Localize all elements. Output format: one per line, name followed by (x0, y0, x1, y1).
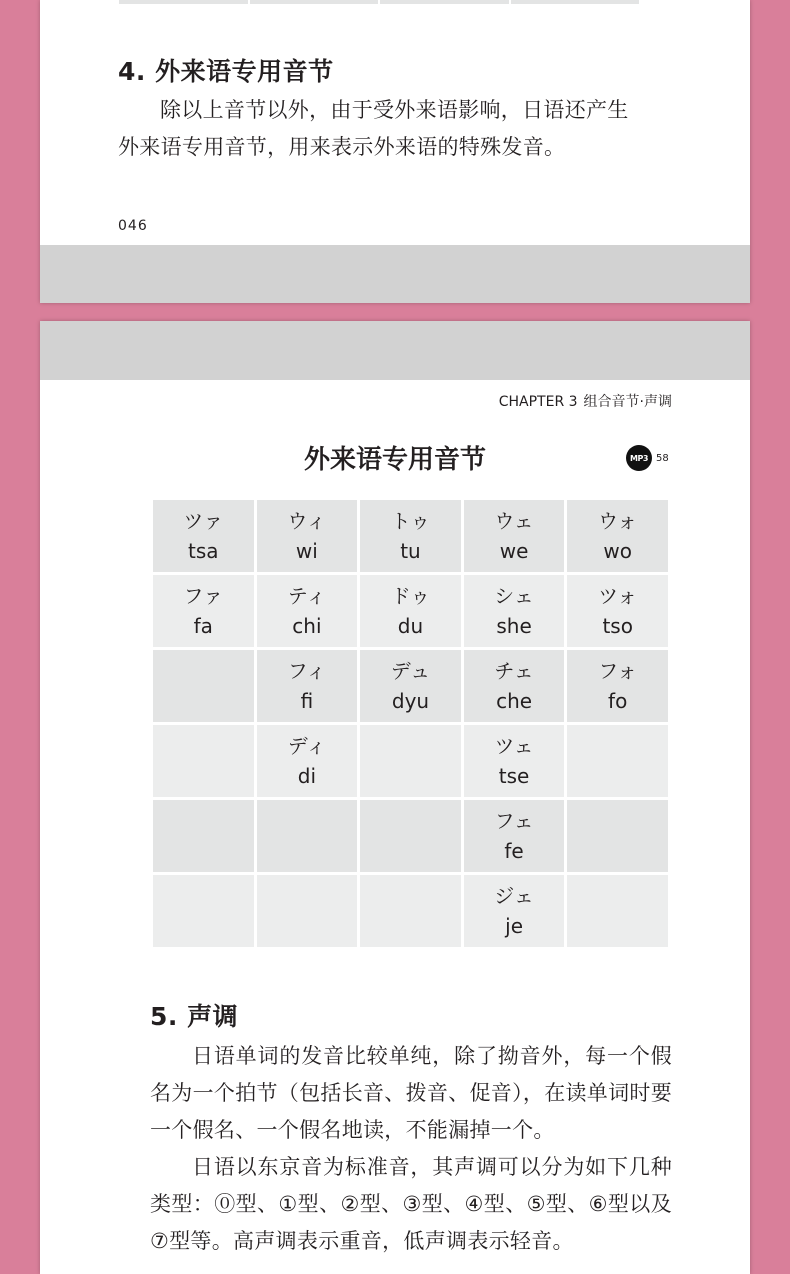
romaji-text: tse (498, 764, 530, 788)
kana-text: デュ (390, 659, 431, 683)
pitch-paragraph-1: 日语单词的发音比较单纯，除了拗音外，每一个假名为一个拍节（包括长音、拨音、促音），在读单词时要一个假名、一个假名地读，不能漏掉一个。 (150, 1044, 672, 1142)
table-row (153, 575, 668, 647)
kana-cell (567, 575, 668, 647)
kana-cell (567, 500, 668, 572)
section-paragraph: 除以上音节以外，由于受外来语影响，日语还产生外来语专用音节，用来表示外来语的特殊发音。 (118, 98, 629, 159)
kana-text: フォ (598, 659, 638, 683)
kana-cell (567, 800, 668, 872)
kana-cell (464, 725, 565, 797)
kana-cell (257, 500, 358, 572)
kana-text: ファ (183, 584, 224, 608)
romaji-text: tsa (188, 539, 219, 563)
book-page-047 (40, 321, 750, 1274)
romaji-text: fi (300, 689, 314, 713)
table-row (153, 725, 668, 797)
page-number: 046 (118, 218, 148, 234)
kana-cell (360, 725, 461, 797)
kana-text: ドゥ (390, 584, 431, 608)
romaji-text: wo (603, 539, 632, 563)
kana-cell (360, 800, 461, 872)
kana-cell (464, 800, 565, 872)
section-title-foreign-syllables: 4. 外来语专用音节 (118, 57, 334, 86)
kana-text: ツォ (598, 584, 638, 608)
book-page-046 (40, 0, 750, 303)
kana-cell (257, 800, 358, 872)
kana-cell (360, 650, 461, 722)
romaji-text: chi (292, 614, 322, 638)
kana-cell (153, 650, 254, 722)
kana-text: フィ (287, 659, 327, 683)
kana-cell (257, 875, 358, 947)
romaji-text: di (297, 764, 317, 788)
chapter-header (499, 391, 672, 411)
page-top-band (40, 321, 750, 380)
romaji-text: tu (400, 539, 421, 563)
romaji-text: che (496, 689, 533, 713)
kana-table (150, 497, 671, 950)
romaji-text: she (496, 614, 532, 638)
romaji-text: fo (608, 689, 628, 713)
kana-text: シェ (494, 584, 534, 608)
kana-text: ウォ (598, 509, 638, 533)
kana-cell (360, 500, 461, 572)
kana-text: ツァ (183, 509, 224, 533)
kana-text: ウェ (494, 509, 534, 533)
kana-cell (360, 875, 461, 947)
romaji-text: du (397, 614, 424, 638)
table-bottom-edge (119, 0, 639, 4)
kana-text: トゥ (390, 509, 431, 533)
kana-cell (153, 800, 254, 872)
kana-cell (360, 575, 461, 647)
kana-text: ジェ (494, 884, 534, 908)
kana-text: ティ (287, 584, 327, 608)
romaji-text: fa (193, 614, 213, 638)
romaji-text: dyu (391, 689, 430, 713)
kana-cell (257, 725, 358, 797)
table-row (153, 875, 668, 947)
pitch-paragraph-2: 日语以东京音为标准音，其声调可以分为如下几种类型：⓪型、①型、②型、③型、④型、⑤型、⑥型以及⑦型等。高声调表示重音，低声调表示轻音。 (150, 1155, 672, 1253)
table-title: 外来语专用音节 (303, 445, 486, 475)
kana-text: ウィ (287, 509, 327, 533)
kana-cell (464, 500, 565, 572)
kana-cell (257, 650, 358, 722)
section-title-pitch-accent: 5. 声调 (150, 1002, 239, 1031)
romaji-text: we (499, 539, 529, 563)
kana-text: チェ (494, 659, 534, 683)
kana-cell (153, 500, 254, 572)
kana-text: フェ (494, 809, 534, 833)
kana-cell (567, 725, 668, 797)
table-row (153, 650, 668, 722)
kana-cell (567, 650, 668, 722)
kana-cell (464, 575, 565, 647)
table-row (153, 800, 668, 872)
table-row (153, 500, 668, 572)
mp3-track-number: 58 (656, 452, 669, 464)
chapter-title: 组合音节·声调 (583, 394, 672, 410)
kana-cell (153, 575, 254, 647)
romaji-text: tso (602, 614, 633, 638)
kana-cell (464, 650, 565, 722)
kana-cell (153, 725, 254, 797)
kana-text: ディ (287, 734, 327, 758)
kana-cell (153, 875, 254, 947)
chapter-label: CHAPTER 3 (498, 394, 578, 410)
romaji-text: je (505, 914, 524, 938)
kana-text: ツェ (494, 734, 534, 758)
kana-cell (464, 875, 565, 947)
mp3-audio-marker (626, 445, 669, 471)
page-bottom-band (40, 245, 750, 303)
kana-cell (257, 575, 358, 647)
romaji-text: wi (295, 539, 318, 563)
kana-cell (567, 875, 668, 947)
mp3-disc-icon: MP3 (626, 445, 652, 471)
romaji-text: fe (504, 839, 524, 863)
